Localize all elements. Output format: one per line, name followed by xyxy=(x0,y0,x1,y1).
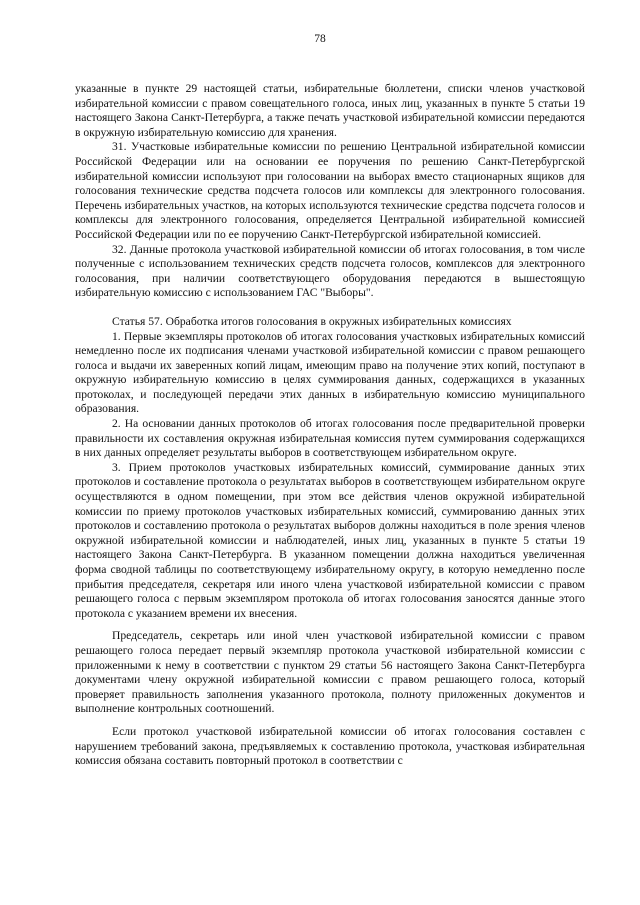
paragraph-continuation: указанные в пункте 29 настоящей статьи, избирательные бюллетени, списки членов участковой избирательной комиссии с правом совещательного голоса, иных лиц, указанных в пункте 5 статьи 19 настоящего Закона Санкт-Петербурга, а также печать участковой избирательной комиссии передаются в окружную избирательную комиссию для хранения. xyxy=(75,82,585,139)
paragraph-item-1: 1. Первые экземпляры протоколов об итогах голосования участковых избирательных комиссий немедленно после их подписания членами участковой избирательной комиссии с правом решающего голоса и выдачи их заверенных копий лицам, имеющим право на получение этих копий, поступают в окружную избирательную комиссию в целях суммирования данных, содержащихся в указанных протоколах, и последующей передачи этих данных в избирательную комиссию муниципального образования. xyxy=(75,329,585,416)
paragraph-chairman: Председатель, секретарь или иной член участковой избирательной комиссии с правом решающего голоса передает первый экземпляр протокола участковой избирательной комиссии с приложенными к нему в соответствии с пунктом 29 статьи 56 настоящего Закона Санкт-Петербурга документами члену окружной избирательной комиссии с правом решающего голоса, который проверяет правильность заполнения указанного протокола, полноту приложенных документов и выполнение контрольных соотношений. xyxy=(75,629,585,716)
article-heading: Статья 57. Обработка итогов голосования в окружных избирательных комиссиях xyxy=(112,314,512,328)
paragraph-item-31: 31. Участковые избирательные комиссии по решению Центральной избирательной комиссии Российской Федерации или на основании ее поручения по решению Санкт-Петербургской избирательной комиссии используют при голосовании на выборах вместо стационарных ящиков для голосования технические средства подсчета голосов или комплексы для электронного голосования. Перечень избирательных участков, на которых используются технические средства подсчета голосов и комплексы для электронного голосования, определяется Центральной избирательной комиссией Российской Федерации или по ее поручению Санкт-Петербургской избирательной комиссией. xyxy=(75,140,585,241)
paragraph-item-3: 3. Прием протоколов участковых избирательных комиссий, суммирование данных этих протоколов и составление протокола о результатах выборов в соответствующем избирательном округе осуществляются в одном помещении, при этом все действия членов окружной избирательной комиссии по приему протоколов участковых избирательных комиссий, суммированию данных этих протоколов и составлению протокола о результатах выборов должны находиться в поле зрения членов окружной избирательной комиссии и наблюдателей, иных лиц, указанных в пункте 5 статьи 19 настоящего Закона Санкт-Петербурга. В указанном помещении должна находиться увеличенная форма сводной таблицы по соответствующему избирательному округу, в которую немедленно после прибытия председателя, секретаря или иного члена участковой избирательной комиссии с правом решающего голоса с первым экземпляром протокола об итогах голосования заносятся данные этого протокола с указанием времени их внесения. xyxy=(75,460,585,620)
page-number: 78 xyxy=(314,33,326,45)
paragraph-if-protocol: Если протокол участковой избирательной комиссии об итогах голосования составлен с нарушением требований закона, предъявляемых к составлению протокола, участковая избирательная комиссия обязана составить повторный протокол в соответствии с xyxy=(75,724,585,768)
paragraph-item-32: 32. Данные протокола участковой избирательной комиссии об итогах голосования, в том числе полученные с использованием технических средств подсчета голосов, комплексов для электронного голосования, при наличии соответствующего оборудования передаются в вышестоящую избирательную комиссию с использованием ГАС "Выборы". xyxy=(75,242,585,300)
document-body xyxy=(75,82,585,769)
paragraph-item-2: 2. На основании данных протоколов об итогах голосования после предварительной проверки правильности их составления окружная избирательная комиссия путем суммирования содержащихся в них данных определяет результаты выборов в соответствующем избирательном округе. xyxy=(75,417,585,460)
